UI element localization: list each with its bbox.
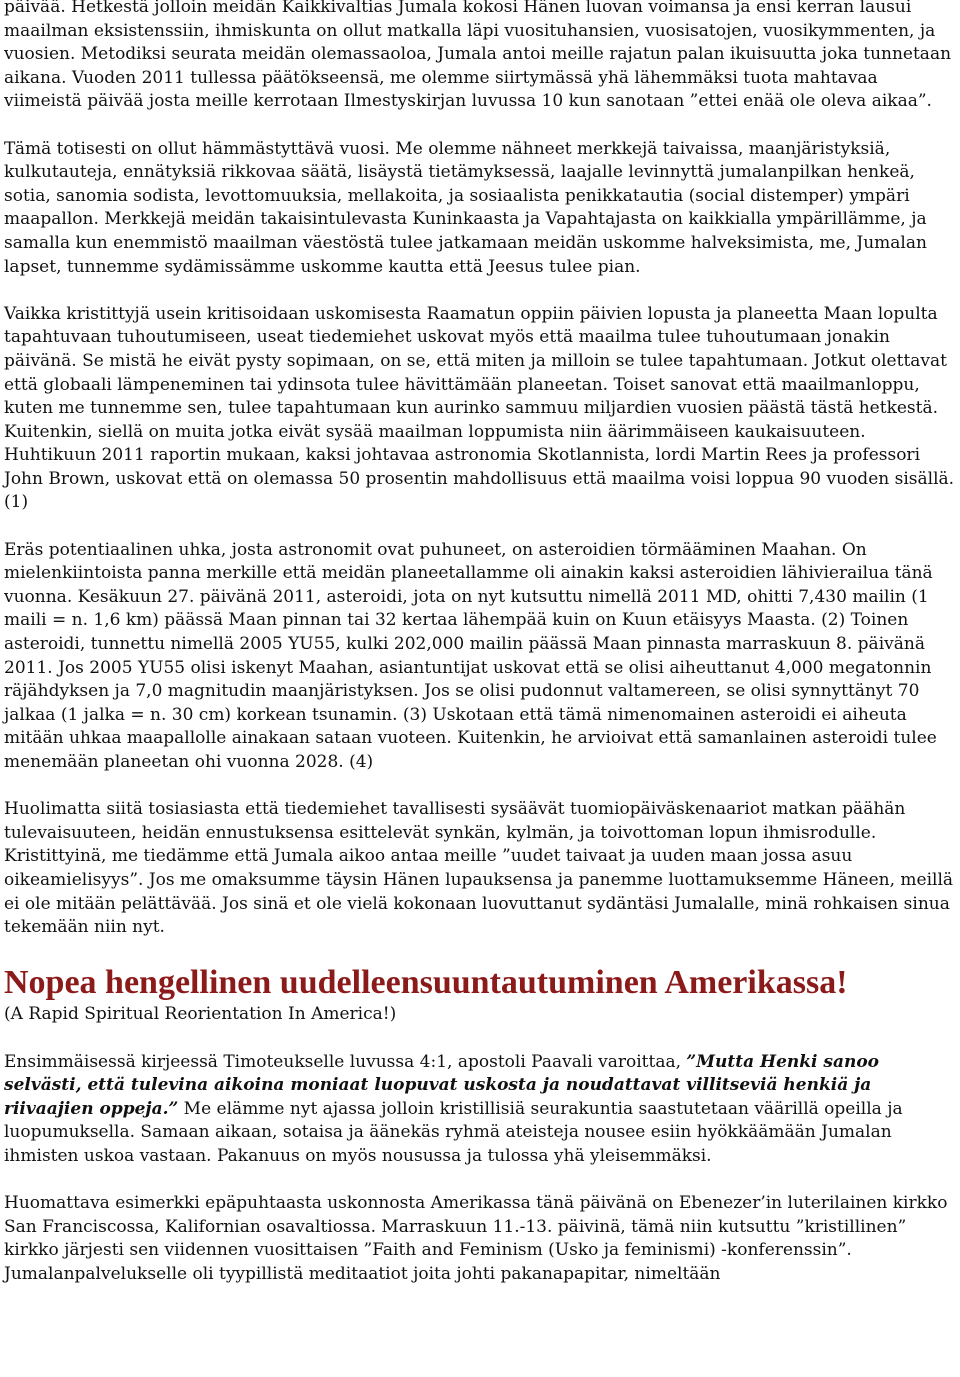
paragraph-timothy-intro: Ensimmäisessä kirjeessä Timoteukselle luvussa 4:1, apostoli Paavali varoittaa, — [4, 1051, 687, 1072]
paragraph-hope: Huolimatta siitä tosiasiasta että tiedemiehet tavallisesti sysäävät tuomiopäiväskenaariot matkan päähän tulevaisuuteen, heidän ennustuksensa esittelevät synkän, kylmän, ja toivottoman lopun ihmisrodulle. Kristittyinä, me tiedämme että Jumala aikoo antaa meille ”uudet taivaat ja uuden maan jossa asuu oikeamielisyys”. Jos me omaksumme täysin Hänen lupauksensa ja panemme luottamuksemme Häneen, meillä ei ole mitään pelättävää. Jos sinä et ole vielä kokonaan luovuttanut sydäntäsi Jumalalle, minä rohkaisen sinua tekemään niin nyt. — [4, 799, 954, 938]
paragraph-scientists: Vaikka kristittyjä usein kritisoidaan uskomisesta Raamatun oppiin päivien lopusta ja planeetta Maan lopulta tapahtuvaan tuhoutumiseen, useat tiedemiehet uskovat myös että maailma tulee tuhoutumaan jonakin päivänä. Se mistä he eivät pysty sopimaan, on se, että miten ja milloin se tulee tapahtumaan. Jotkut olettavat että globaali lämpeneminen tai ydinsota tulee hävittämään planeetan. Toiset sanovat että maailmanloppu, kuten me tunnemme sen, tulee tapahtumaan kun aurinko sammuu miljardien vuosien päästä tästä hetkestä. Kuitenkin, siellä on muita jotka eivät sysää maailman loppumista niin äärimmäiseen kaukaisuuteen. Huhtikuun 2011 raportin mukaan, kaksi johtavaa astronomia Skotlannista, lordi Martin Rees ja professori John Brown, uskovat että on olemassa 50 prosentin mahdollisuus että maailma voisi loppua 90 vuoden sisällä. (1) — [4, 303, 955, 513]
paragraph-intro: päivää. Hetkestä jolloin meidän Kaikkivaltias Jumala kokosi Hänen luovan voimansa ja ensi kerran lausui maailman eksistenssiin, ihmiskunta on ollut matkalla läpi vuosituhansien, vuosisatojen, vuosikymmenten, ja vuosien. Metodiksi seurata meidän olemassaoloa, Jumala antoi meille rajatun palan ikuisuutta joka tunnetaan aikana. Vuoden 2011 tullessa päätökseensä, me olemme siirtymässä yhä lähemmäksi tuota mahtavaa viimeistä päivää josta meille kerrotaan Ilmestyskirjan luvussa 10 kun sanotaan ”ettei enää ole oleva aikaa”. — [4, 0, 952, 112]
paragraph-year: Tämä totisesti on ollut hämmästyttävä vuosi. Me olemme nähneet merkkejä taivaissa, maanjäristyksiä, kulkutauteja, ennätyksiä rikkovaa säätä, lisäystä tietämyksessä, laajalle levinnyttä jumalanpilkan henkeä, sotia, sanomia sodista, levottomuuksia, mellakoita, ja sosiaalista penikkatautia (social distemper) ympäri maapallon. Merkkejä meidän takaisintulevasta Kuninkaasta ja Vapahtajasta on kaikkialla ympärillämme, ja samalla kun enemmistö maailman väestöstä tulee jatkamaan meidän uskomme halveksimista, me, Jumalan lapset, tunnemme sydämissämme uskomme kautta että Jeesus tulee pian. — [4, 138, 927, 277]
section-subtitle: (A Rapid Spiritual Reorientation In America!) — [4, 1004, 397, 1025]
scripture-quote: ”Mutta Henki sanoo selvästi, että tulevina aikoina moniaat luopuvat uskosta ja noudattavat villitseviä henkiä ja riivaajien oppeja.” — [4, 1051, 880, 1119]
section-heading: Nopea hengellinen uudelleensuuntautuminen Amerikassa! — [4, 964, 848, 1002]
paragraph-timothy — [4, 1051, 956, 1169]
paragraph-timothy-rest: Me elämme nyt ajassa jolloin kristillisiä seurakuntia saastutetaan väärillä opeilla ja luopumuksella. Samaan aikaan, sotaisa ja äänekäs ryhmä ateisteja nousee esiin hyökkäämään Jumalan ihmisten uskoa vastaan. Pakanuus on myös nousussa ja tulossa yhä yleisemmäksi. — [4, 1098, 903, 1166]
paragraph-ebenezer: Huomattava esimerkki epäpuhtaasta uskonnosta Amerikassa tänä päivänä on Ebenezer’in luterilainen kirkko San Franciscossa, Kalifornian osavaltiossa. Marraskuun 11.-13. päivinä, tämä niin kutsuttu ”kristillinen” kirkko järjesti sen viidennen vuosittaisen ”Faith and Feminism (Usko ja feminismi) -konferenssin”. Jumalanpalvelukselle oli tyypillistä meditaatiot joita johti pakanapapitar, nimeltään — [4, 1193, 948, 1284]
paragraph-asteroids: Eräs potentiaalinen uhka, josta astronomit ovat puhuneet, on asteroidien törmääminen Maahan. On mielenkiintoista panna merkille että meidän planeetallamme oli ainakin kaksi asteroidien lähivierailua tänä vuonna. Kesäkuun 27. päivänä 2011, asteroidi, jota on nyt kutsuttu nimellä 2011 MD, ohitti 7,430 mailin (1 maili = n. 1,6 km) päässä Maan pinnan tai 32 kertaa lähempää kuin on Kuun etäisyys Maasta. (2) Toinen asteroidi, tunnettu nimellä 2005 YU55, kulki 202,000 mailin päässä Maan pinnasta marraskuun 8. päivänä 2011. Jos 2005 YU55 olisi iskenyt Maahan, asiantuntijat uskovat että se olisi aiheuttanut 4,000 megatonnin räjähdyksen ja 7,0 magnitudin maanjäristyksen. Jos se olisi pudonnut valtamereen, se olisi synnyttänyt 70 jalkaa (1 jalka = n. 30 cm) korkean tsunamin. (3) Uskotaan että tämä nimenomainen asteroidi ei aiheuta mitään uhkaa maapallolle ainakaan sataan vuoteen. Kuitenkin, he arvioivat että samanlainen asteroidi tulee menemään planeetan ohi vuonna 2028. (4) — [4, 539, 937, 772]
